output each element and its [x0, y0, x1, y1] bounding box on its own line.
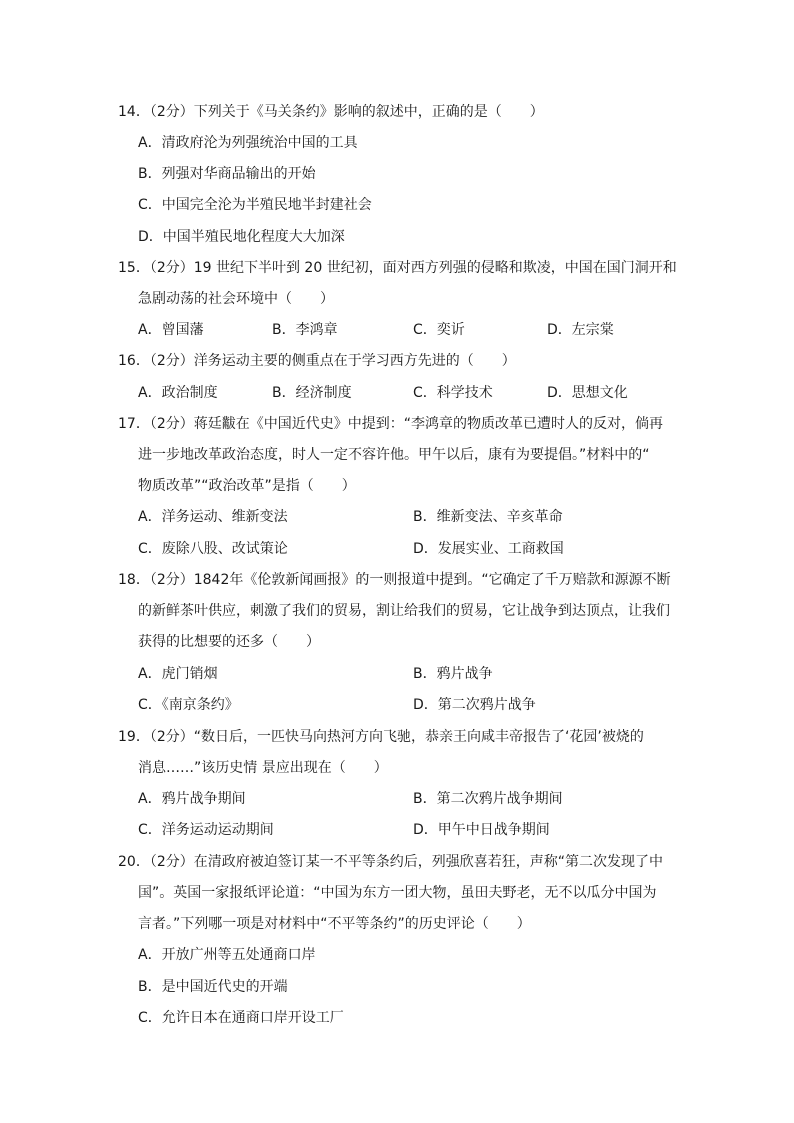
- option-d: D．甲午中日战争期间: [413, 822, 550, 838]
- option-c: C．《南京条约》: [138, 697, 239, 713]
- option-b: B．鸦片战争: [413, 666, 493, 682]
- question-stem: 14．（2分）下列关于《马关条约》影响的叙述中，正确的是（ ）: [118, 104, 544, 120]
- option-b: B．列强对华商品输出的开始: [138, 166, 316, 182]
- question-stem: 16．（2分）洋务运动主要的侧重点在于学习西方先进的（ ）: [118, 353, 516, 369]
- question-stem: 获得的比想要的还多（ ）: [138, 634, 320, 650]
- question-stem: 国”。英国一家报纸评论道：“中国为东方一团大物，虽田夫野老，无不以瓜分中国为: [138, 885, 657, 901]
- question-stem: 急剧动荡的社会环境中（ ）: [138, 291, 334, 307]
- question-stem: 言者。”下列哪一项是对材料中“不平等条约”的历史评论（ ）: [138, 916, 531, 932]
- question-stem: 的新鲜茶叶供应，刺激了我们的贸易，割让给我们的贸易，它让战争到达顶点，让我们: [138, 603, 670, 619]
- option-d: D．发展实业、工商救国: [413, 541, 564, 557]
- option-b: B．第二次鸦片战争期间: [413, 791, 563, 807]
- option-d: D．第二次鸦片战争: [413, 697, 536, 713]
- option-c: C．中国完全沦为半殖民地半封建社会: [138, 197, 372, 213]
- question-stem: 消息……”该历史情 景应出现在（ ）: [138, 760, 388, 776]
- option-b: B．李鸿章: [272, 322, 338, 338]
- question-stem: 15．（2分）19 世纪下半叶到 20 世纪初，面对西方列强的侵略和欺凌，中国在国门洞开和: [118, 260, 677, 276]
- option-a: A．鸦片战争期间: [138, 791, 246, 807]
- option-d: D．中国半殖民地化程度大大加深: [138, 229, 345, 245]
- question-stem: 18．（2分）1842年《伦敦新闻画报》的一则报道中提到。“它确定了千万赔款和源源不断: [118, 572, 671, 588]
- question-stem: 物质改革”“政治改革”是指（ ）: [138, 478, 356, 494]
- question-stem: 19．（2分）“数日后，一匹快马向热河方向飞驰，恭亲王向咸丰帝报告了‘花园’被烧的: [118, 729, 644, 745]
- option-d: D．左宗棠: [547, 322, 614, 338]
- option-b: B．维新变法、辛亥革命: [413, 509, 563, 525]
- option-a: A．清政府沦为列强统治中国的工具: [138, 135, 358, 151]
- option-b: B．经济制度: [272, 385, 352, 401]
- option-d: D．思想文化: [547, 385, 628, 401]
- option-c: C．废除八股、改试策论: [138, 541, 288, 557]
- option-c: C．允许日本在通商口岸开设工厂: [138, 1010, 344, 1026]
- option-a: A．洋务运动、维新变法: [138, 509, 288, 525]
- question-stem: 20．（2分）在清政府被迫签订某一不平等条约后，列强欣喜若狂，声称“第二次发现了中: [118, 854, 663, 870]
- option-a: A．政治制度: [138, 385, 218, 401]
- option-a: A．曾国藩: [138, 322, 204, 338]
- question-stem: 进一步地改革政治态度，时人一定不容许他。甲午以后，康有为要提倡。”材料中的“: [138, 447, 650, 463]
- option-c: C．科学技术: [413, 385, 493, 401]
- question-stem: 17．（2分）蒋廷黻在《中国近代史》中提到：“李鸿章的物质改革已遭时人的反对，倘再: [118, 416, 663, 432]
- option-c: C．奕䜣: [413, 322, 465, 338]
- option-a: A．开放广州等五处通商口岸: [138, 947, 316, 963]
- option-a: A．虎门销烟: [138, 666, 218, 682]
- option-c: C．洋务运动运动期间: [138, 822, 274, 838]
- option-b: B．是中国近代史的开端: [138, 979, 288, 995]
